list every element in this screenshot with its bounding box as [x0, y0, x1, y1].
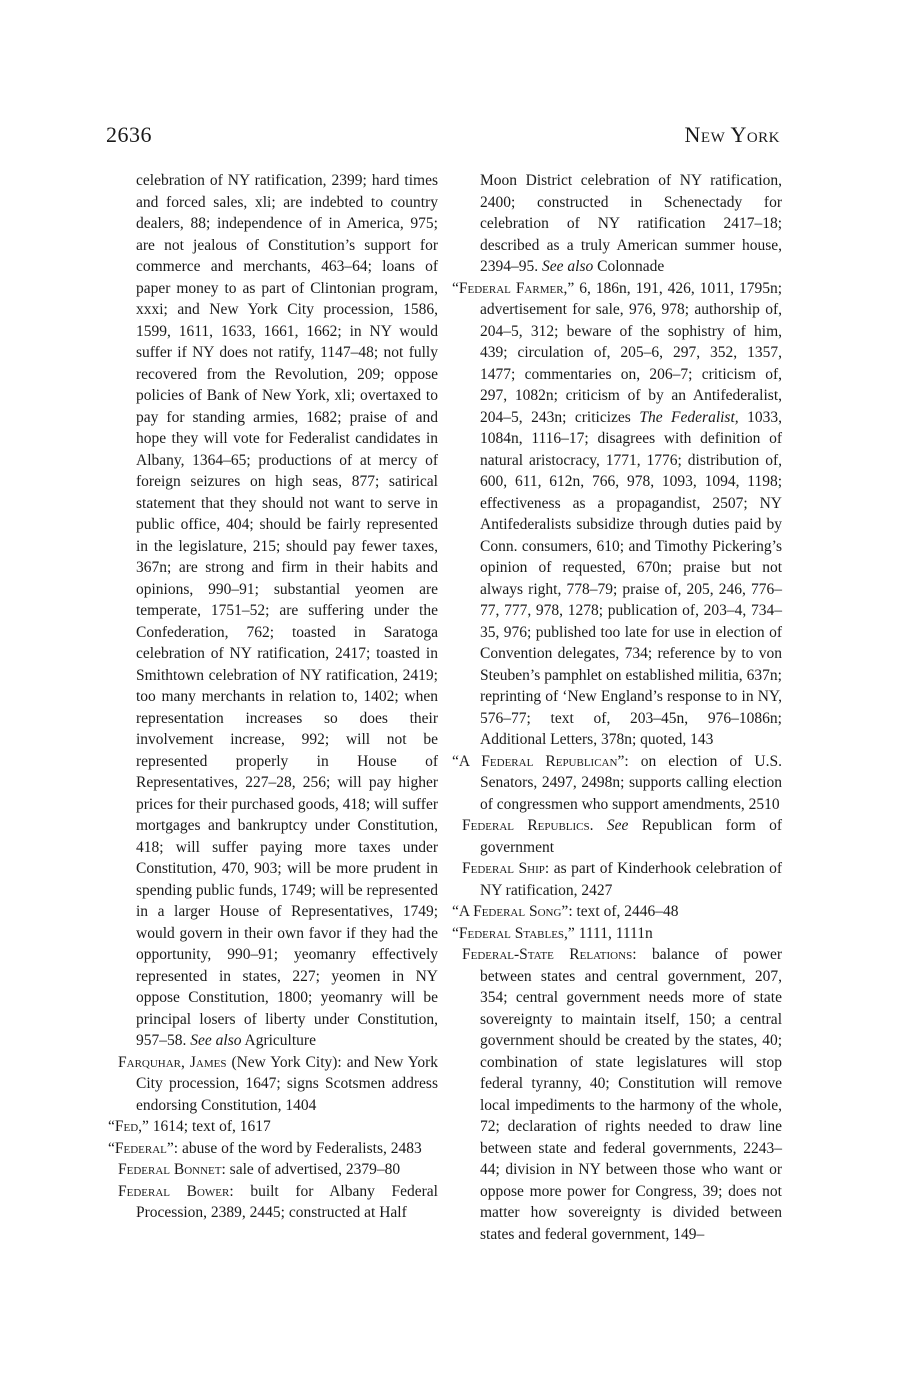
entry-text: : sale of advertised, 2379–80 [221, 1161, 401, 1178]
entry-text: : on election of U.S. Senators, 2497, 2498n; supports calling election of congressmen who support amendments, 2510 [480, 752, 782, 813]
index-entry [452, 923, 782, 945]
index-entry [108, 1116, 438, 1138]
entry-text: (New York City): and New York City procession, 1647; signs Scotsmen address endorsing Constitution, 1404 [136, 1053, 439, 1114]
index-entry [108, 170, 438, 1052]
index-entry [452, 901, 782, 923]
index-entry [108, 1138, 438, 1160]
entry-head: “Federal Farmer,” [452, 279, 575, 297]
entry-head: “Fed,” [108, 1118, 149, 1135]
running-head: New York [684, 122, 780, 147]
see-also-target: Agriculture [244, 1032, 316, 1049]
entry-text [594, 817, 607, 834]
entry-text: 1111, 1111n [574, 924, 653, 942]
see-also-ref: See also [190, 1032, 242, 1049]
entry-head: “A Federal Song” [452, 903, 569, 920]
entry-italic-title: The Federalist, [639, 408, 739, 426]
index-entry [452, 278, 782, 751]
entry-text: : as part of Kinderhook celebration of NY ratification, 2427 [480, 860, 782, 899]
entry-head: “Federal Stables,” [452, 924, 575, 942]
see-ref: See [606, 817, 629, 834]
index-entry [452, 858, 782, 901]
see-target: Republican form of government [480, 817, 783, 856]
index-entry [452, 815, 782, 858]
entry-head: Farquhar, James [118, 1053, 227, 1071]
index-entry [452, 170, 782, 278]
index-column-right [452, 170, 782, 1245]
index-column-left [108, 170, 438, 1224]
entry-text-continued: 1033, 1084n, 1116–17; disagrees with definition of natural aristocracy, 1771, 1776; distribution of, 600, 611, 612n, 766, 978, 1093, 1094, 1198; effectiveness as a propagandist, 2507; NY Antifederalists subsidize through duties paid by Conn. consumers, 610; and Timothy Pickering’s opinion of requested, 670n; praise but not always right, 778–79; praise of, 205, 246, 776–77, 777, 978, 1278; publication of, 203–4, 734–35, 976; published too late for use in election of Convention delegates, 734; reference by to von Steuben’s pamphlet on established militia, 637n; reprinting of ‘New England’s response to in NY, 576–77; text of, 203–45n, 976–1086n; Additional Letters, 378n; quoted, 143 [480, 408, 783, 748]
index-entry [108, 1052, 438, 1117]
index-entry [108, 1181, 438, 1224]
index-entry [108, 1159, 438, 1181]
entry-head: Federal Bonnet [118, 1161, 222, 1178]
entry-text: celebration of NY ratification, 2399; hard times and forced sales, xli; are indebted to country dealers, 88; independence of in America, 975; are not jealous of Constitution’s support for commerce and merchants, 463–64; loans of paper money to as part of Clintonian program, xxxi; and New York City procession, 1586, 1599, 1611, 1633, 1661, 1662; in NY would suffer if NY does not ratify, 1147–48; not fully recovered from the Revolution, 209; oppose policies of Bank of New York, xli; overtaxed to pay for standing armies, 1682; praise of and hope they will vote for Federalist candidates in Albany, 1364–65; productions of at mercy of foreign seizures on high seas, 877; satirical statement that they should not want to serve in public office, 404; should be fairly represented in the legislature, 215; should pay fewer taxes, 367n; are strong and firm in their habits and opinions, 990–91; substantial yeomen are temperate, 1751–52; are suffering under the Confederation, 762; toasted in Saratoga celebration of NY ratification, 2417; toasted in Smithtown celebration of NY ratification, 2419; too many merchants in relation to, 1402; when representation increases so does their involvement increase, 992; will not be represented properly in House of Representatives, 227–28, 256; will pay higher prices for their purchased goods, 418; will suffer mortgages and bankruptcy under Constitution, 418; will suffer paying more taxes under Constitution, 470, 903; will be more prudent in spending public funds, 1749; will be represented in a larger House of Representatives, 1749; would govern in their own favor if they had the opportunity, 990–91; yeomanry effectively represented in states, 227; yeomen in NY oppose Constitution, 1800; yeomanry will be principal losers of liberty under Constitution, 957–58. [136, 172, 438, 1049]
entry-head: Federal-State Relations [462, 946, 633, 963]
entry-head: “A Federal Republican” [452, 752, 625, 770]
entry-text: : text of, 2446–48 [568, 903, 679, 920]
entry-text: : built for Albany Federal Procession, 2389, 2445; constructed at Half [136, 1182, 438, 1221]
see-also-ref: See also [542, 258, 594, 275]
see-also-target: Colonnade [597, 258, 665, 275]
entry-text: : abuse of the word by Federalists, 2483 [173, 1139, 422, 1157]
index-entry [452, 751, 782, 816]
page-number: 2636 [106, 122, 152, 147]
entry-text: Moon District celebration of NY ratification, 2400; constructed in Schenectady for celebration of NY ratification 2417–18; described as a truly American summer house, 2394–95. [480, 172, 782, 275]
entry-text: 1614; text of, 1617 [148, 1118, 271, 1135]
entry-text: 6, 186n, 191, 426, 1011, 1795n; advertisement for sale, 976, 978; authorship of, 204–5, 312; beware of the sophistry of him, 439; circulation of, 205–6, 297, 352, 1357, 1477; commentaries on, 206–7; criticism of, 297, 1082n; criticism of by an Antifederalist, 204–5, 243n; criticizes [480, 279, 783, 426]
entry-head: Federal Ship [462, 860, 545, 877]
entry-head: Federal Bower [118, 1182, 230, 1200]
entry-head: “Federal” [108, 1139, 174, 1157]
entry-head: Federal Republics. [462, 817, 594, 834]
index-entry [452, 944, 782, 1245]
entry-text: : balance of power between states and central government, 207, 354; central government needs more of state sovereignty to maintain itself, 150; a central government should be created by the states, 40; combination of state legislatures will stop federal tyranny, 40; Constitution will remove local impediments to the harmony of the whole, 72; declaration of rights needed to draw line between state and federal governments, 2243–44; division in NY between those who want or oppose more power for Congress, 39; does not matter how sovereignty is divided between states and federal government, 149– [480, 946, 782, 1243]
